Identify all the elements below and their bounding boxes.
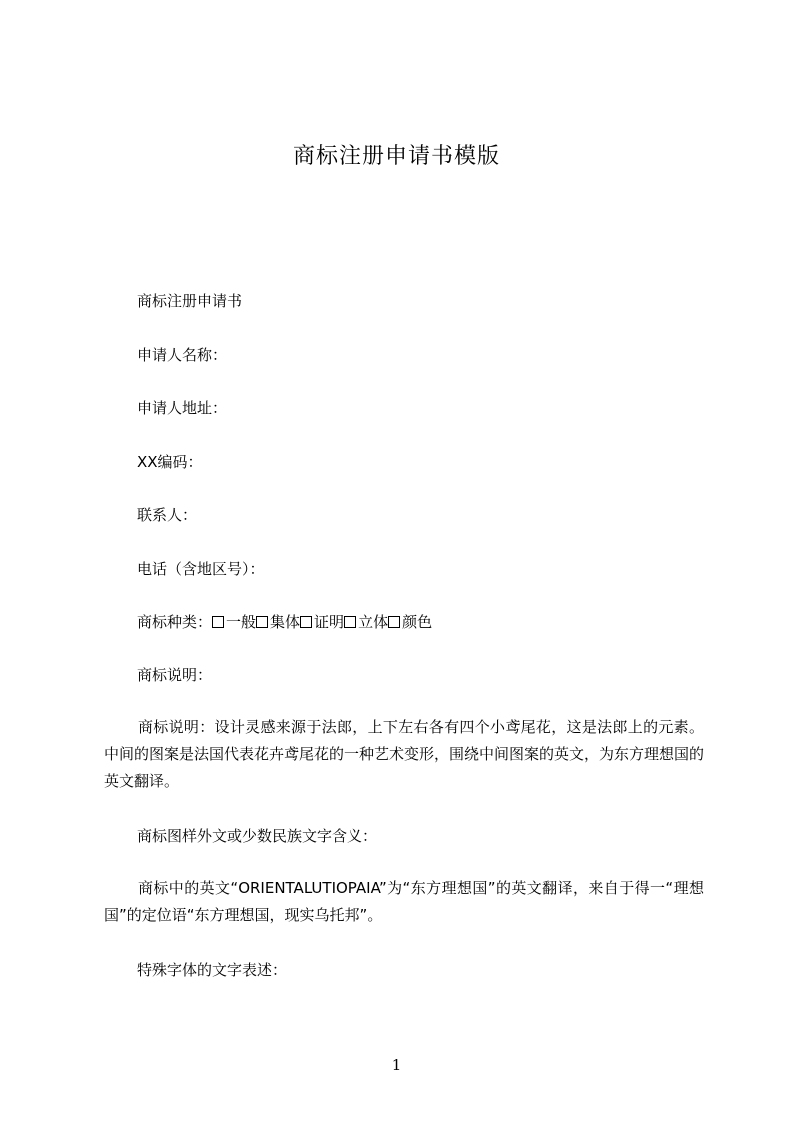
document-title: 商标注册申请书模版 xyxy=(292,144,500,169)
phone-field: 电话（含地区号）： xyxy=(137,560,265,578)
mark-type-option-general[interactable] xyxy=(212,613,256,631)
checkbox-icon[interactable] xyxy=(388,616,400,628)
checkbox-icon[interactable] xyxy=(212,616,224,628)
mark-description-label: 商标说明： xyxy=(137,666,213,684)
checkbox-icon[interactable] xyxy=(256,616,268,628)
page-number: 1 xyxy=(391,1056,402,1074)
mark-type-option-label: 立体 xyxy=(358,613,389,631)
section-heading: 商标注册申请书 xyxy=(137,292,243,310)
applicant-address-field: 申请人地址： xyxy=(137,399,228,417)
checkbox-icon[interactable] xyxy=(300,616,312,628)
mark-type-row xyxy=(137,612,432,632)
postal-code-field: XX编码： xyxy=(137,453,203,471)
foreign-text-label: 商标图样外文或少数民族文字含义： xyxy=(137,827,378,845)
mark-type-option-collective[interactable] xyxy=(256,613,300,631)
mark-type-option-color[interactable] xyxy=(388,613,432,631)
mark-type-option-certification[interactable] xyxy=(300,613,344,631)
mark-type-option-3d[interactable] xyxy=(344,613,388,631)
mark-type-option-label: 证明 xyxy=(314,613,345,631)
special-font-label: 特殊字体的文字表述： xyxy=(137,961,288,979)
mark-type-option-label: 颜色 xyxy=(402,613,433,631)
foreign-text-paragraph: 商标中的英文“ORIENTALUTIOPAIA”为“东方理想国”的英文翻译，来自于得一“理想国”的定位语“东方理想国，现实乌托邦”。 xyxy=(104,879,704,924)
mark-description-paragraph: 商标说明：设计灵感来源于法郎，上下左右各有四个小鸢尾花，这是法郎上的元素。中间的图案是法国代表花卉鸢尾花的一种艺术变形，围绕中间图案的英文，为东方理想国的英文翻译。 xyxy=(104,718,705,790)
checkbox-icon[interactable] xyxy=(344,616,356,628)
mark-type-option-label: 集体 xyxy=(270,613,301,631)
contact-person-field: 联系人： xyxy=(137,506,198,524)
mark-type-label: 商标种类： xyxy=(137,613,213,631)
applicant-name-field: 申请人名称： xyxy=(137,346,228,364)
mark-type-option-label: 一般 xyxy=(226,613,257,631)
